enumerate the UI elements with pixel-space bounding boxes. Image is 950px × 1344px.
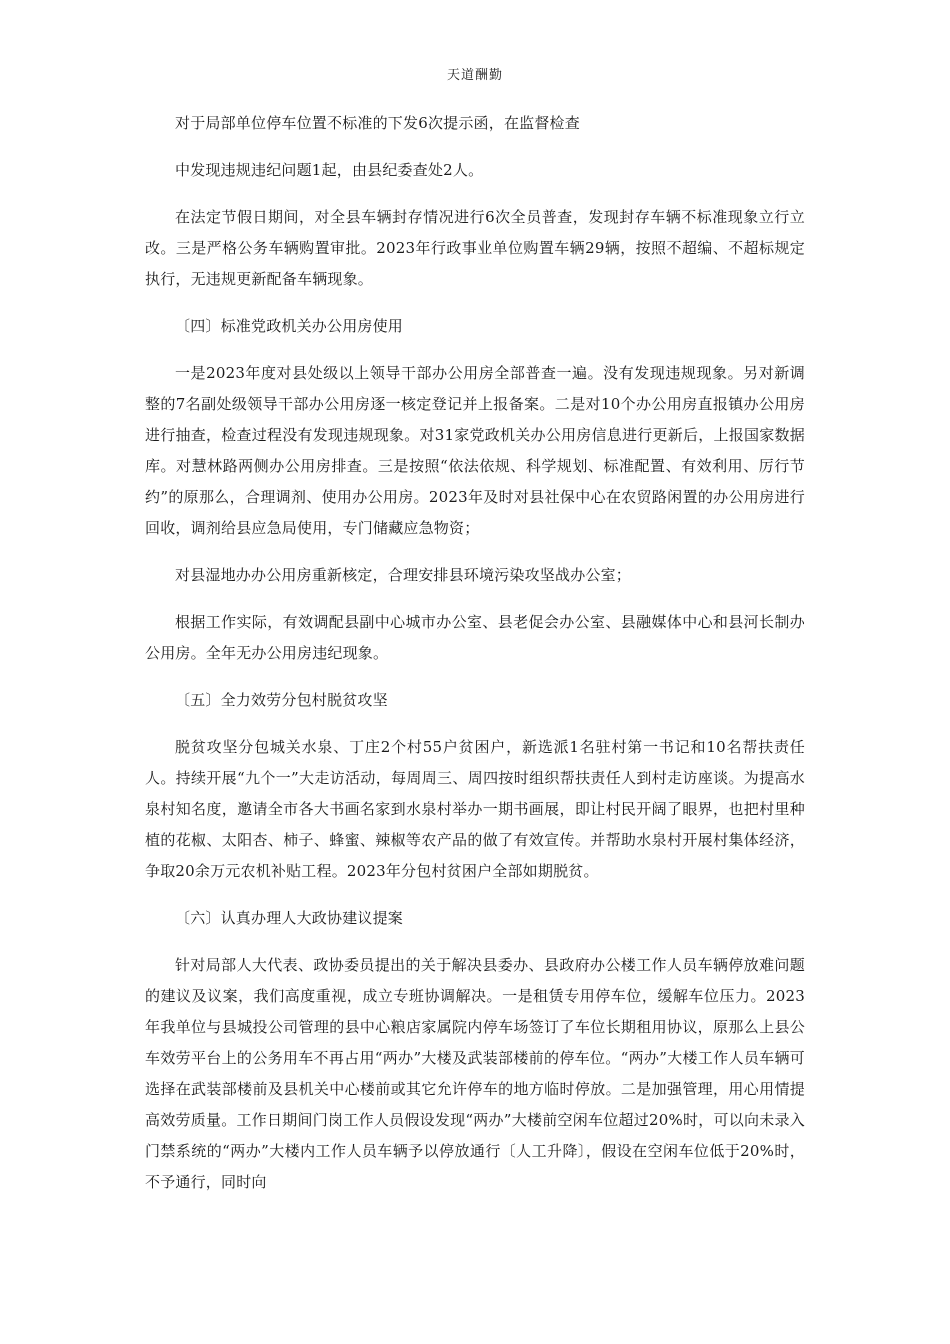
paragraph: 对于局部单位停车位置不标准的下发6次提示函，在监督检查 bbox=[175, 114, 580, 132]
paragraph: 根据工作实际，有效调配县副中心城市办公室、县老促会办公室、县融媒体中心和县河长制办公用房。全年无办公用房违纪现象。 bbox=[145, 613, 805, 662]
paragraph: 针对局部人大代表、政协委员提出的关于解决县委办、县政府办公楼工作人员车辆停放难问题的建议及议案，我们高度重视，成立专班协调解决。一是租赁专用停车位，缓解车位压力。2023年我单位与县城投公司管理的县中心粮店家属院内停车场签订了车位长期租用协议，原那么上县公车效劳平台上的公务用车不再占用“两办”大楼及武装部楼前的停车位。“两办”大楼工作人员车辆可选择在武装部楼前及县机关中心楼前或其它允许停车的地方临时停放。二是加强管理，用心用情提高效劳质量。工作日期间门岗工作人员假设发现“两办”大楼前空闲车位超过20%时，可以向未录入门禁系统的“两办”大楼内工作人员车辆予以停放通行〔人工升降〕，假设在空闲车位低于20%时，不予通行，同时向 bbox=[145, 956, 805, 1191]
paragraph: 脱贫攻坚分包城关水泉、丁庄2个村55户贫困户，新选派1名驻村第一书记和10名帮扶责任人。持续开展“九个一”大走访活动，每周周三、周四按时组织帮扶责任人到村走访座谈。为提高水泉村知名度，邀请全市各大书画名家到水泉村举办一期书画展，即让村民开阔了眼界，也把村里种植的花椒、太阳杏、柿子、蜂蜜、辣椒等农产品的做了有效宣传。并帮助水泉村开展村集体经济，争取20余万元农机补贴工程。2023年分包村贫困户全部如期脱贫。 bbox=[145, 738, 805, 880]
page-header: 天道酬勤 bbox=[446, 68, 503, 83]
paragraph: 对县湿地办办公用房重新核定，合理安排县环境污染攻坚战办公室； bbox=[175, 566, 632, 584]
paragraph: 一是2023年度对县处级以上领导干部办公用房全部普查一遍。没有发现违规现象。另对新调整的7名副处级领导干部办公用房逐一核定登记并上报备案。二是对10个办公用房直报镇办公用房进行抽查，检查过程没有发现违规现象。对31家党政机关办公用房信息进行更新后，上报国家数据库。对慧林路两侧办公用房排查。三是按照“依法依规、科学规划、标准配置、有效利用、厉行节约”的原那么，合理调剂、使用办公用房。2023年及时对县社保中心在农贸路闲置的办公用房进行回收，调剂给县应急局使用，专门储藏应急物资； bbox=[145, 364, 805, 537]
paragraph: 在法定节假日期间，对全县车辆封存情况进行6次全员普查，发现封存车辆不标准现象立行立改。三是严格公务车辆购置审批。2023年行政事业单位购置车辆29辆，按照不超编、不超标规定执行，无违规更新配备车辆现象。 bbox=[145, 208, 805, 288]
section-heading: 〔五〕全力效劳分包村脱贫攻坚 bbox=[175, 691, 388, 709]
paragraph: 中发现违规违纪问题1起，由县纪委查处2人。 bbox=[175, 161, 484, 179]
document-body bbox=[145, 108, 805, 1198]
section-heading: 〔六〕认真办理人大政协建议提案 bbox=[175, 909, 404, 927]
section-heading: 〔四〕标准党政机关办公用房使用 bbox=[175, 317, 404, 335]
